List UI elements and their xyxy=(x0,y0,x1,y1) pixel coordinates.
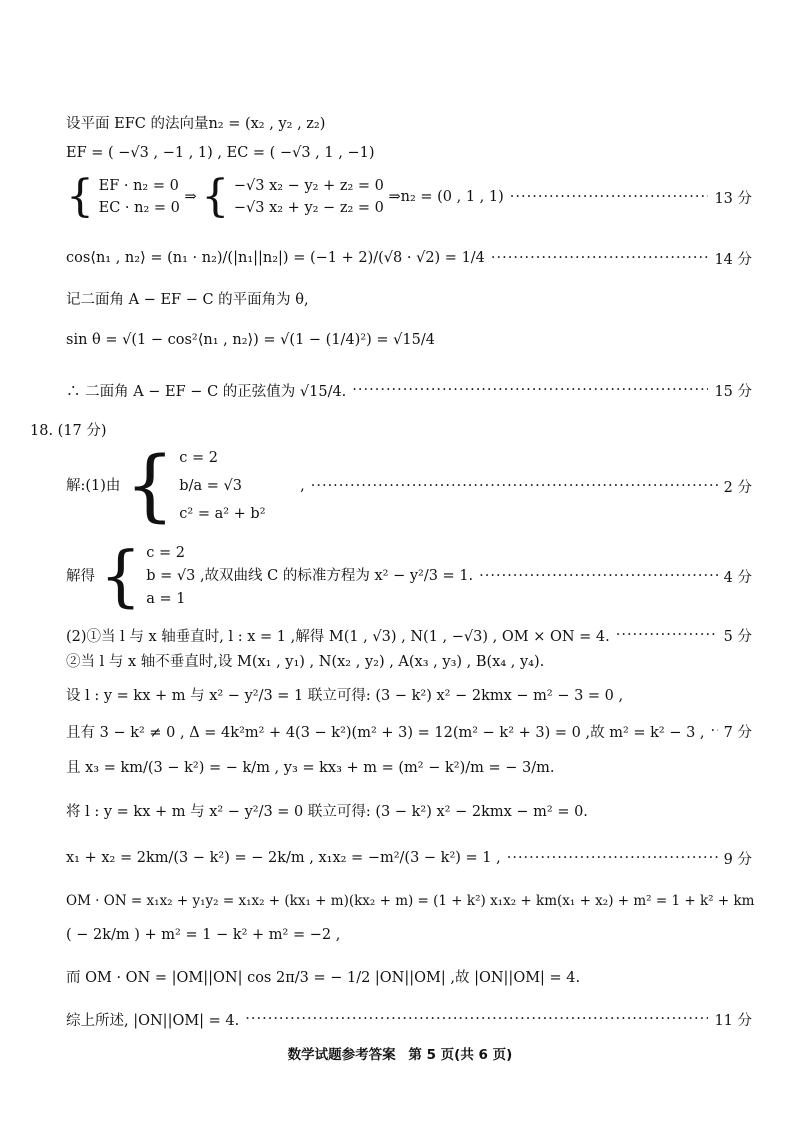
vieta-line-9 xyxy=(66,845,752,871)
score-7: 7 分 xyxy=(723,724,752,741)
solve-lead: 解得 xyxy=(66,568,95,584)
dot-product-expansion: OM · ON = x₁x₂ + y₁y₂ = x₁x₂ + (kx₁ + m)(kx₂ + m) = (1 + k²) x₁x₂ + km(x₁ + x₂) + m² = 1 + k² + km xyxy=(66,893,755,909)
case1: (2)①当 l 与 x 轴垂直时, l : x = 1 ,解得 M(1 , √3) , N(1 , −√3) , OM × ON = 4. xyxy=(66,628,610,645)
leader-dots xyxy=(491,250,709,266)
vieta: x₁ + x₂ = 2km/(3 − k²) = − 2k/m , x₁x₂ = −m²/(3 − k²) = 1 , xyxy=(66,850,501,866)
page-footer xyxy=(0,1043,800,1063)
cos-line-14 xyxy=(66,244,752,272)
cond-ba: b/a = √3 xyxy=(179,478,242,494)
score-14: 14 分 xyxy=(714,251,752,268)
left-brace: { xyxy=(99,537,142,614)
leader-dots xyxy=(616,627,718,643)
case1-line-5 xyxy=(66,624,752,646)
score-15: 15 分 xyxy=(714,383,752,400)
score-4: 4 分 xyxy=(723,569,752,586)
tangent-point: 且 x₃ = km/(3 − k²) = − k/m , y₃ = kx₃ + m = (m² − k²)/m = − 3/m. xyxy=(66,760,555,776)
conclusion: ∴ 二面角 A − EF − C 的正弦值为 √15/4. xyxy=(66,383,347,400)
leader-dots xyxy=(311,478,718,494)
score-13: 13 分 xyxy=(714,190,752,207)
discriminant: 且有 3 − k² ≠ 0 , Δ = 4k²m² + 4(3 − k²)(m² + 3) = 12(m² − k² + 3) = 0 ,故 m² = k² − 3 , xyxy=(66,724,705,741)
step1-lead: 解:(1)由 xyxy=(66,478,121,494)
eq-2: −√3 x₂ + y₂ − z₂ = 0 xyxy=(233,200,384,216)
normal-vector-setup: 设平面 EFC 的法向量n₂ = (x₂ , y₂ , z₂) xyxy=(66,116,326,132)
angle-relation: 而 OM · ON = |OM||ON| cos 2π/3 = − 1/2 |ON||OM| ,故 |ON||OM| = 4. xyxy=(66,970,581,986)
vectors-ef-ec: EF = ( −√3 , −1 , 1) , EC = ( −√3 , 1 , −1) xyxy=(66,145,375,161)
discriminant-line-7 xyxy=(66,720,752,742)
eq-1: −√3 x₂ − y₂ + z₂ = 0 xyxy=(233,178,384,194)
dihedral-angle-def: 记二面角 A − EF − C 的平面角为 θ, xyxy=(66,292,309,308)
res-c: c = 2 xyxy=(146,544,185,561)
question-18-heading: 18. (17 分) xyxy=(30,423,107,439)
eq-ec-dot: EC · n₂ = 0 xyxy=(98,200,180,216)
cos-formula: cos⟨n₁ , n₂⟩ = (n₁ · n₂)/(|n₁||n₂|) = (−1 + 2)/(√8 · √2) = 1/4 xyxy=(66,250,485,266)
score-2: 2 分 xyxy=(723,479,752,496)
dot-product-result: ( − 2k/m ) + m² = 1 − k² + m² = −2 , xyxy=(66,927,341,943)
tangent-substitution: 设 l : y = kx + m 与 x² − y²/3 = 1 联立可得: (3 − k²) x² − 2kmx − m² − 3 = 0 , xyxy=(66,688,624,704)
score-9: 9 分 xyxy=(723,851,752,868)
score-11: 11 分 xyxy=(714,1012,752,1029)
footer-title: 数学试题参考答案 xyxy=(287,1047,396,1063)
cond-c2: c² = a² + b² xyxy=(179,506,266,522)
res-b: b = √3 ,故双曲线 C 的标准方程为 x² − y²/3 = 1. xyxy=(146,567,474,584)
normal-result: ⇒n₂ = (0 , 1 , 1) xyxy=(388,189,504,205)
step1-line-2 xyxy=(66,442,752,530)
leader-dots xyxy=(711,723,718,739)
summary-line-11 xyxy=(66,1008,752,1030)
sin-formula: sin θ = √(1 − cos²⟨n₁ , n₂⟩) = √(1 − (1/4)²) = √15/4 xyxy=(66,332,435,348)
summary: 综上所述, |ON||OM| = 4. xyxy=(66,1012,240,1029)
implies: ⇒ xyxy=(184,189,197,205)
cond-c: c = 2 xyxy=(179,450,219,466)
leader-dots xyxy=(507,850,718,866)
step1-result xyxy=(66,537,474,614)
left-brace: { xyxy=(201,171,230,222)
leader-dots xyxy=(352,382,708,398)
left-brace: { xyxy=(66,171,94,222)
leader-dots xyxy=(510,189,709,205)
left-brace: { xyxy=(125,441,175,531)
system-line-13 xyxy=(66,168,752,226)
leader-dots xyxy=(479,568,718,584)
asymptote-substitution: 将 l : y = kx + m 与 x² − y²/3 = 0 联立可得: (3 − k²) x² − 2kmx − m² = 0. xyxy=(66,804,588,820)
score-5: 5 分 xyxy=(723,628,752,645)
leader-dots xyxy=(245,1011,708,1027)
comma: , xyxy=(300,478,305,494)
eq-ef-dot: EF · n₂ = 0 xyxy=(98,178,179,194)
conclusion-line-15 xyxy=(66,376,752,404)
res-a: a = 1 xyxy=(146,590,186,607)
footer-page: 第 5 页(共 6 页) xyxy=(408,1047,513,1063)
case2-setup: ②当 l 与 x 轴不垂直时,设 M(x₁ , y₁) , N(x₂ , y₂) , A(x₃ , y₃) , B(x₄ , y₄). xyxy=(66,654,545,670)
step1-result-line-4 xyxy=(66,537,752,614)
system-block xyxy=(66,171,504,222)
step1-system xyxy=(66,441,305,531)
